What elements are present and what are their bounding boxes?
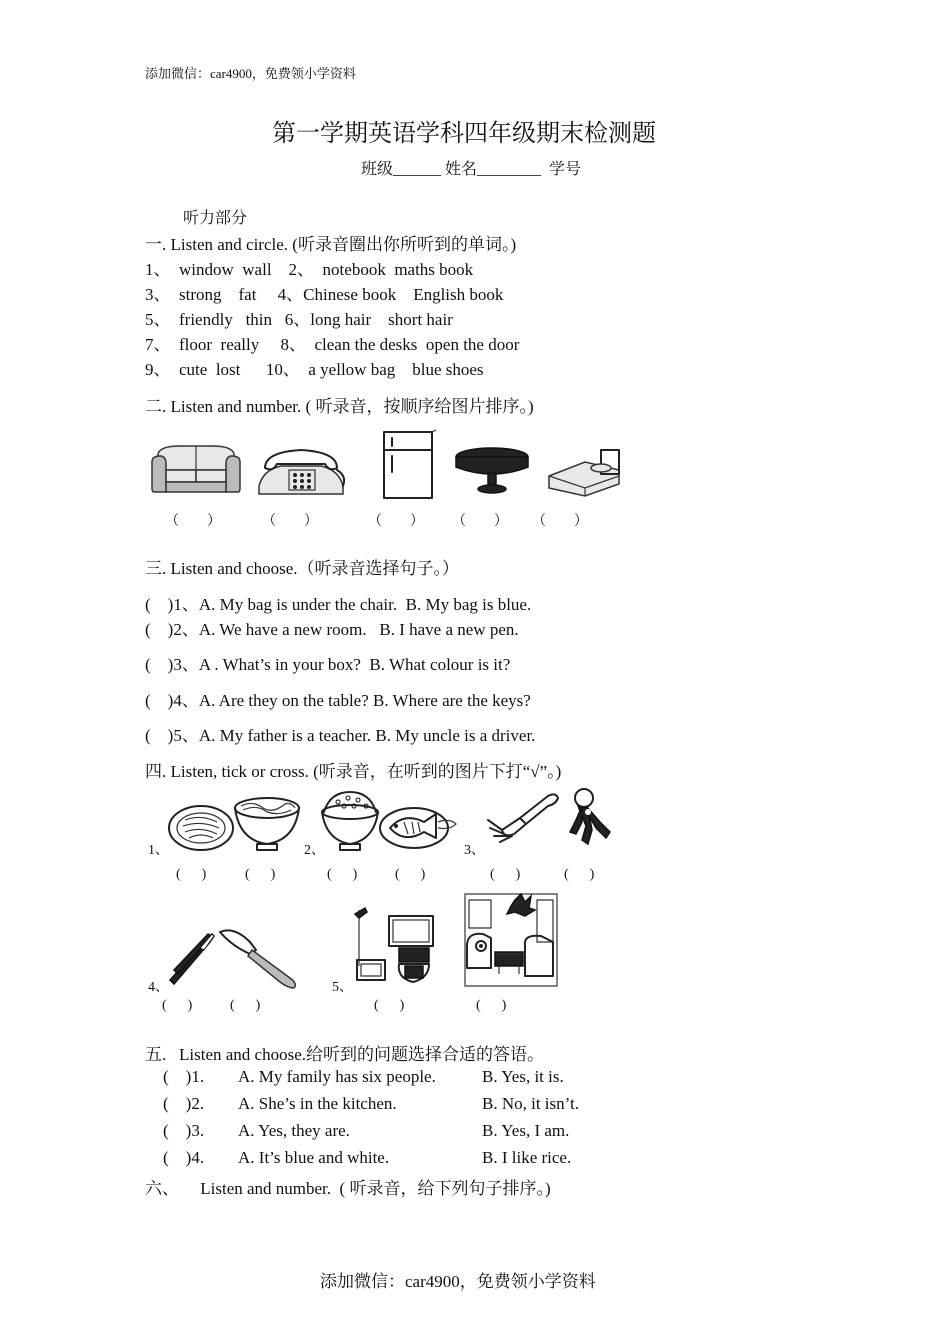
section-1-row: 9、 cute lost 10、 a yellow bag blue shoes <box>145 360 484 379</box>
telephone-picture <box>255 446 347 502</box>
section-3-row: ( )4、A. Are they on the table? B. Where are the keys? <box>145 691 531 710</box>
section-2-heading: 二. Listen and number. ( 听录音，按顺序给图片排序。) <box>145 397 534 416</box>
item-number: 4、 <box>148 980 169 995</box>
section-3-row: ( )5、A. My father is a teacher. B. My uncle is a driver. <box>145 726 536 745</box>
answer-paren[interactable]: ( ) <box>245 867 276 882</box>
option-b: B. No, it isn’t. <box>482 1094 579 1113</box>
answer-paren[interactable]: （ ） <box>532 514 588 529</box>
option-b: B. Yes, it is. <box>482 1067 564 1086</box>
item-number: 1、 <box>148 843 169 858</box>
section-3-row: ( )1、A. My bag is under the chair. B. My bag is blue. <box>145 595 532 614</box>
item-number: 2、 <box>304 843 325 858</box>
knife-picture <box>216 926 302 988</box>
answer-paren[interactable]: ( ) <box>490 867 521 882</box>
answer-paren[interactable]: ( ) <box>374 998 405 1013</box>
section-3-row: ( )3、A . What’s in your box? B. What colour is it? <box>145 655 511 674</box>
answer-paren[interactable]: ( ) <box>162 998 193 1013</box>
living-room-picture <box>463 892 559 988</box>
meat-plate-picture <box>167 800 235 852</box>
section-3-row: ( )2、A. We have a new room. B. I have a new pen. <box>145 620 519 639</box>
student-info-line: 班级______ 姓名________ 学号 <box>361 161 582 178</box>
rice-bowl-picture <box>320 790 380 852</box>
chopsticks-picture <box>166 930 218 986</box>
answer-paren: ( )2. <box>163 1094 205 1113</box>
section-1-row: 3、 strong fat 4、Chinese book English book <box>145 285 504 304</box>
answer-paren[interactable]: ( ) <box>476 998 507 1013</box>
footer-note: 添加微信：car4900，免费领小学资料 <box>320 1272 596 1291</box>
noodles-bowl-picture <box>233 794 301 852</box>
answer-paren: ( )4. <box>163 1148 205 1167</box>
keys-picture <box>566 786 620 848</box>
fork-picture <box>484 790 560 844</box>
answer-paren[interactable]: ( ) <box>230 998 261 1013</box>
item-number: 3、 <box>464 843 485 858</box>
answer-paren[interactable]: ( ) <box>327 867 358 882</box>
option-a: A. She’s in the kitchen. <box>238 1094 397 1113</box>
answer-paren: ( )3. <box>163 1121 205 1140</box>
section-4-heading: 四. Listen, tick or cross. (听录音，在听到的图片下打“√”。) <box>145 762 562 781</box>
bathroom-picture <box>353 906 439 988</box>
bed-picture <box>545 448 623 498</box>
item-number: 5、 <box>332 980 353 995</box>
section-1-heading: 一. Listen and circle. (听录音圈出你所听到的单词。) <box>145 235 517 254</box>
option-a: A. Yes, they are. <box>238 1121 350 1140</box>
answer-paren[interactable]: ( ) <box>395 867 426 882</box>
answer-paren[interactable]: ( ) <box>176 867 207 882</box>
fish-plate-picture <box>378 804 460 852</box>
table-picture <box>452 445 532 497</box>
listening-section-label: 听力部分 <box>183 210 248 227</box>
sofa-picture <box>150 444 242 500</box>
answer-paren[interactable]: （ ） <box>165 514 221 529</box>
section-1-row: 5、 friendly thin 6、long hair short hair <box>145 310 453 329</box>
section-1-row: 1、 window wall 2、 notebook maths book <box>145 260 474 279</box>
answer-paren[interactable]: （ ） <box>452 514 508 529</box>
answer-paren[interactable]: （ ） <box>262 514 318 529</box>
option-a: A. It’s blue and white. <box>238 1148 390 1167</box>
option-b: B. Yes, I am. <box>482 1121 570 1140</box>
section-5-heading: 五. Listen and choose.给听到的问题选择合适的答语。 <box>145 1045 544 1064</box>
section-1-row: 7、 floor really 8、 clean the desks open the door <box>145 335 520 354</box>
answer-paren[interactable]: ( ) <box>564 867 595 882</box>
section-3-heading: 三. Listen and choose.（听录音选择句子。） <box>145 559 459 578</box>
option-b: B. I like rice. <box>482 1148 572 1167</box>
page-title: 第一学期英语学科四年级期末检测题 <box>272 121 656 147</box>
section-6-heading: 六、 Listen and number. ( 听录音，给下列句子排序。) <box>145 1179 551 1198</box>
answer-paren[interactable]: （ ） <box>368 514 424 529</box>
option-a: A. My family has six people. <box>238 1067 436 1086</box>
header-note: 添加微信：car4900，免费领小学资料 <box>145 66 356 81</box>
answer-paren: ( )1. <box>163 1067 205 1086</box>
fridge-picture <box>378 428 438 500</box>
